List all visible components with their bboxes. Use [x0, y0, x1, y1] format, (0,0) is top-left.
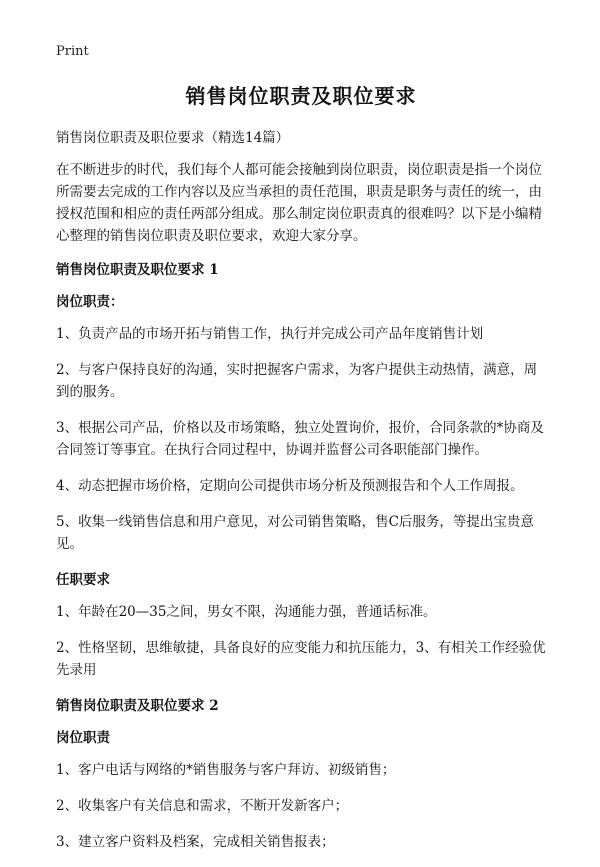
section-1-requirement-2: 2、性格坚韧，思维敏捷，具备良好的应变能力和抗压能力，3、有相关工作经验优先录用	[56, 640, 546, 678]
document-body	[56, 80, 546, 867]
section-1-duty-1: 1、负责产品的市场开拓与销售工作，执行并完成公司产品年度销售计划	[56, 326, 484, 342]
section-2-duty-2: 2、收集客户有关信息和需求，不断开发新客户；	[56, 798, 349, 814]
intro-paragraph: 在不断进步的时代，我们每个人都可能会接触到岗位职责，岗位职责是指一个岗位所需要去完成的工作内容以及应当承担的责任范围，职责是职务与责任的统一，由授权范围和相应的责任两部分组成。那么制定岗位职责真的很难吗？以下是小编精心整理的销售岗位职责及职位要求，欢迎大家分享。	[56, 162, 542, 244]
section-1-duty-4: 4、动态把握市场价格，定期向公司提供市场分析及预测报告和个人工作周报。	[56, 478, 524, 494]
section-2-duty-3: 3、建立客户资料及档案，完成相关销售报表；	[56, 834, 335, 850]
section-1-requirement-1: 1、年龄在20—35之间，男女不限，沟通能力强，普通话标准。	[56, 604, 437, 620]
print-label[interactable]: Print	[56, 44, 89, 59]
section-2-duties-heading: 岗位职责	[56, 730, 110, 746]
section-1-duty-2: 2、与客户保持良好的沟通，实时把握客户需求，为客户提供主动热情，满意，周到的服务。	[56, 362, 538, 400]
page-title: 销售岗位职责及职位要求	[185, 84, 417, 108]
document-subtitle: 销售岗位职责及职位要求（精选14篇）	[56, 130, 290, 146]
section-2-heading: 销售岗位职责及职位要求 2	[56, 698, 219, 714]
section-1-duty-5: 5、收集一线销售信息和用户意见，对公司销售策略，售C后服务，等提出宝贵意见。	[56, 514, 534, 552]
section-1-duties-heading: 岗位职责：	[56, 294, 124, 310]
section-2-duty-1: 1、客户电话与网络的*销售服务与客户拜访、初级销售；	[56, 762, 396, 778]
section-1-duty-3: 3、根据公司产品，价格以及市场策略，独立处置询价，报价，合同条款的*协商及合同签订等事宜。在执行合同过程中，协调并监督公司各职能部门操作。	[56, 420, 544, 458]
section-1-requirements-heading: 任职要求	[56, 572, 110, 588]
section-1-heading: 销售岗位职责及职位要求 1	[56, 262, 219, 278]
